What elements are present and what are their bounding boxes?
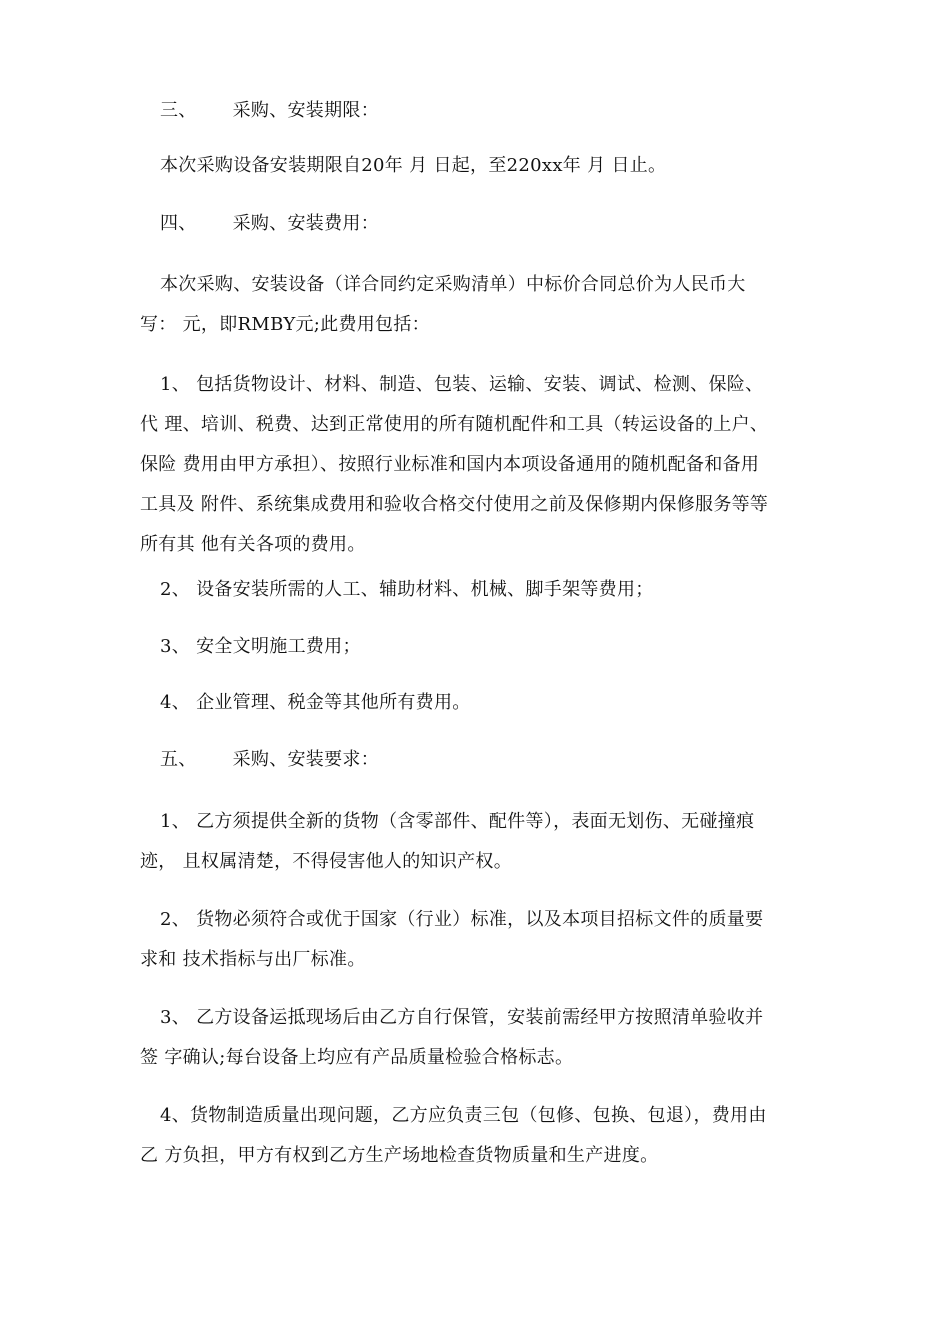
section-heading-5 (140, 740, 812, 780)
paragraph-install-period: 本次采购设备安装期限自20年 月 日起，至220xx年 月 日止。 (160, 155, 667, 176)
section-heading-4 (140, 204, 812, 244)
list-item-req-1: 1、 乙方须提供全新的货物（含零部件、配件等），表面无划伤、无碰撞痕 迹， 且权属清楚，不得侵害他人的知识产权。 (140, 811, 755, 872)
list-item-req-2: 2、 货物必须符合或优于国家（行业）标准，以及本项目招标文件的质量要 求和 技术指标与出厂标准。 (140, 909, 764, 970)
section-title: 采购、安装期限： (232, 100, 380, 121)
section-title: 采购、安装费用： (232, 213, 380, 234)
list-item-fee-1: 1、 包括货物设计、材料、制造、包装、运输、安装、调试、检测、保险、 代 理、培训、税费、达到正常使用的所有随机配件和工具（转运设备的上户、 保险 费用由甲方承担）、按照行业标准和国内本项设备通用的随机配备和备用 工具及 附件、系统集成费用和验收合格交付使用之前及保修期内保修服务等等 所有其 他有关各项的费用。 (140, 374, 769, 555)
section-number: 三、 (160, 100, 197, 121)
list-item-fee-3: 3、 安全文明施工费用； (160, 636, 361, 657)
list-item-fee-4: 4、 企业管理、税金等其他所有费用。 (160, 692, 471, 713)
list-item-req-3: 3、 乙方设备运抵现场后由乙方自行保管，安装前需经甲方按照清单验收并 签 字确认;每台设备上均应有产品质量检验合格标志。 (140, 1007, 764, 1068)
section-title: 采购、安装要求： (232, 749, 380, 770)
list-item-req-4: 4、货物制造质量出现问题，乙方应负责三包（包修、包换、包退），费用由 乙 方负担，甲方有权到乙方生产场地检查货物质量和生产进度。 (140, 1105, 767, 1166)
section-number: 五、 (160, 749, 197, 770)
list-item-fee-2: 2、 设备安装所需的人工、辅助材料、机械、脚手架等费用； (160, 579, 654, 600)
section-heading-3 (140, 91, 812, 131)
section-number: 四、 (160, 213, 197, 234)
paragraph-total-price: 本次采购、安装设备（详合同约定采购清单）中标价合同总价为人民币大 写： 元，即RMBY元;此费用包括： (140, 274, 746, 335)
